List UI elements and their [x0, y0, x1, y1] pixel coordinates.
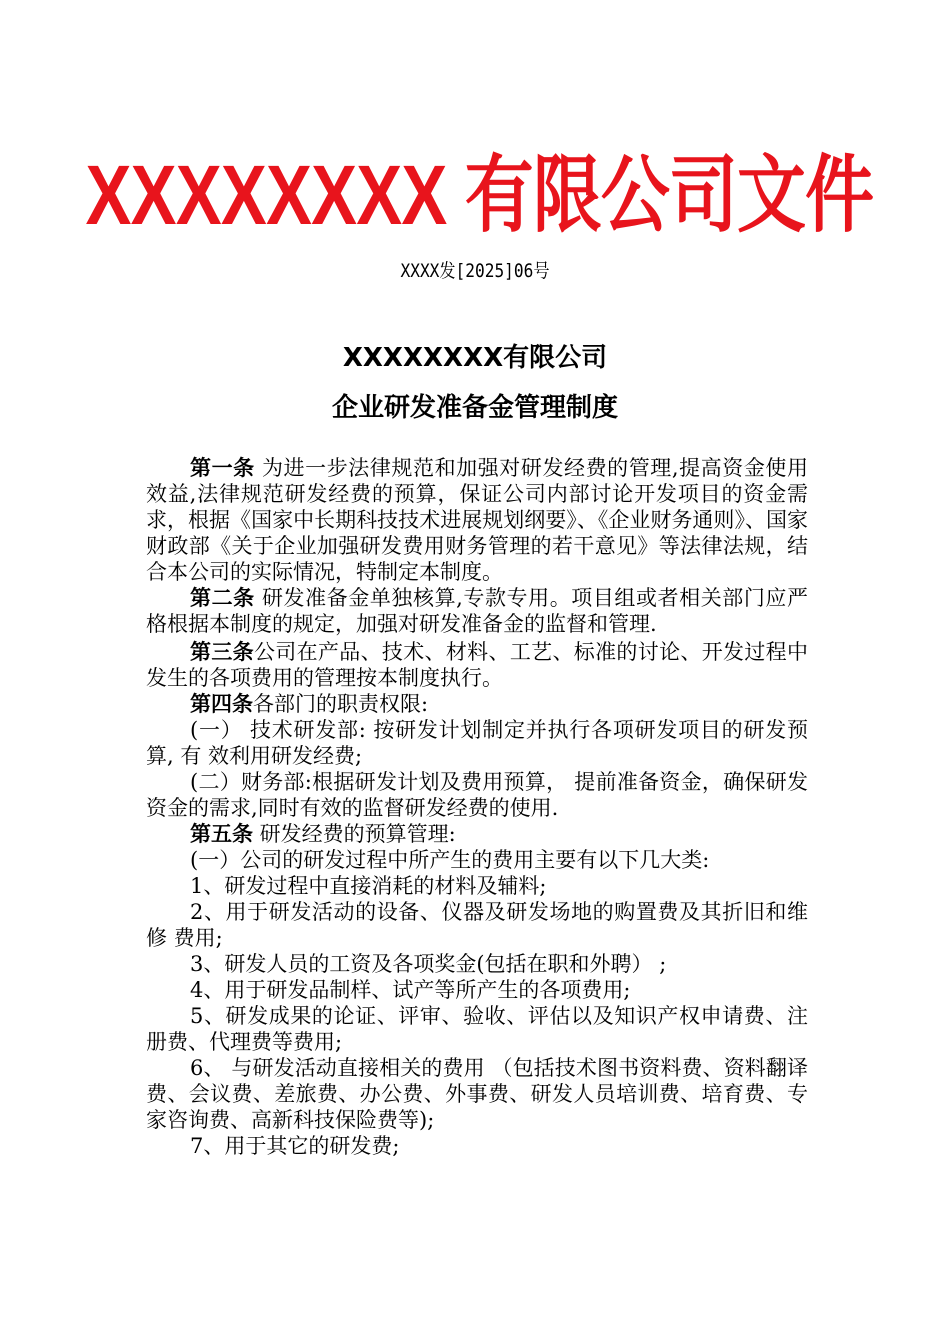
article-label: 第五条 — [190, 822, 253, 846]
article-3 — [146, 639, 808, 691]
list-item: 6、 与研发活动直接相关的费用 （包括技术图书资料费、资料翻译费、会议费、差旅费、办公费、外事费、研发人员培训费、培育费、专家咨询费、高新科技保险费等); — [146, 1056, 808, 1132]
list-item: (一） 技术研发部: 按研发计划制定并执行各项研发项目的研发预算, 有 效利用研发经费; — [146, 718, 808, 768]
article-4 — [146, 691, 808, 717]
list-item: 4、用于研发品制样、试产等所产生的各项费用; — [190, 978, 631, 1002]
list-item: 7、用于其它的研发费; — [190, 1134, 400, 1158]
article-label: 第三条 — [190, 640, 254, 664]
document-number: XXXX发[2025]06号 — [400, 260, 550, 282]
list-item: (一）公司的研发过程中所产生的费用主要有以下几大类: — [190, 848, 710, 872]
list-item: 3、研发人员的工资及各项奖金(包括在职和外聘） ; — [190, 952, 667, 976]
document-body — [146, 455, 808, 1159]
article-label: 第一条 — [190, 456, 255, 480]
article-1 — [146, 455, 808, 585]
list-item: (二）财务部:根据研发计划及费用预算， 提前准备资金，确保研发资金的需求,同时有效的监督研发经费的使用. — [146, 770, 808, 820]
article-label: 第四条 — [190, 692, 253, 716]
article-label: 第二条 — [190, 586, 255, 610]
article-5 — [146, 821, 808, 847]
article-text: 研发经费的预算管理: — [253, 822, 456, 846]
list-item: 1、研发过程中直接消耗的材料及辅料; — [190, 874, 547, 898]
list-item: 5、研发成果的论证、评审、验收、评估以及知识产权申请费、注册费、代理费等费用; — [146, 1004, 808, 1054]
masthead-title: XXXXXXXX 有限公司文件 — [85, 148, 874, 242]
article-2 — [146, 585, 808, 637]
document-title: 企业研发准备金管理制度 — [331, 393, 618, 423]
article-text: 为进一步法律规范和加强对研发经费的管理,提高资金使用效益,法律规范研发经费的预算，保证公司内部讨论开发项目的资金需求，根据《国家中长期科技技术进展规划纲要》、《企业财务通则》、国家财政部《关于企业加强研发费用财务管理的若干意见》等法律法规，结合本公司的实际情况，特制定本制度。 — [146, 456, 809, 584]
article-text: 各部门的职责权限: — [253, 692, 429, 716]
company-title: XXXXXXXX有限公司 — [342, 343, 608, 373]
article-text: 公司在产品、技术、材料、工艺、标准的讨论、开发过程中发生的各项费用的管理按本制度执行。 — [146, 640, 809, 690]
article-text: 研发准备金单独核算,专款专用。项目组或者相关部门应严格根据本制度的规定，加强对研发准备金的监督和管理. — [146, 586, 809, 636]
list-item: 2、用于研发活动的设备、仪器及研发场地的购置费及其折旧和维修 费用; — [146, 900, 808, 950]
